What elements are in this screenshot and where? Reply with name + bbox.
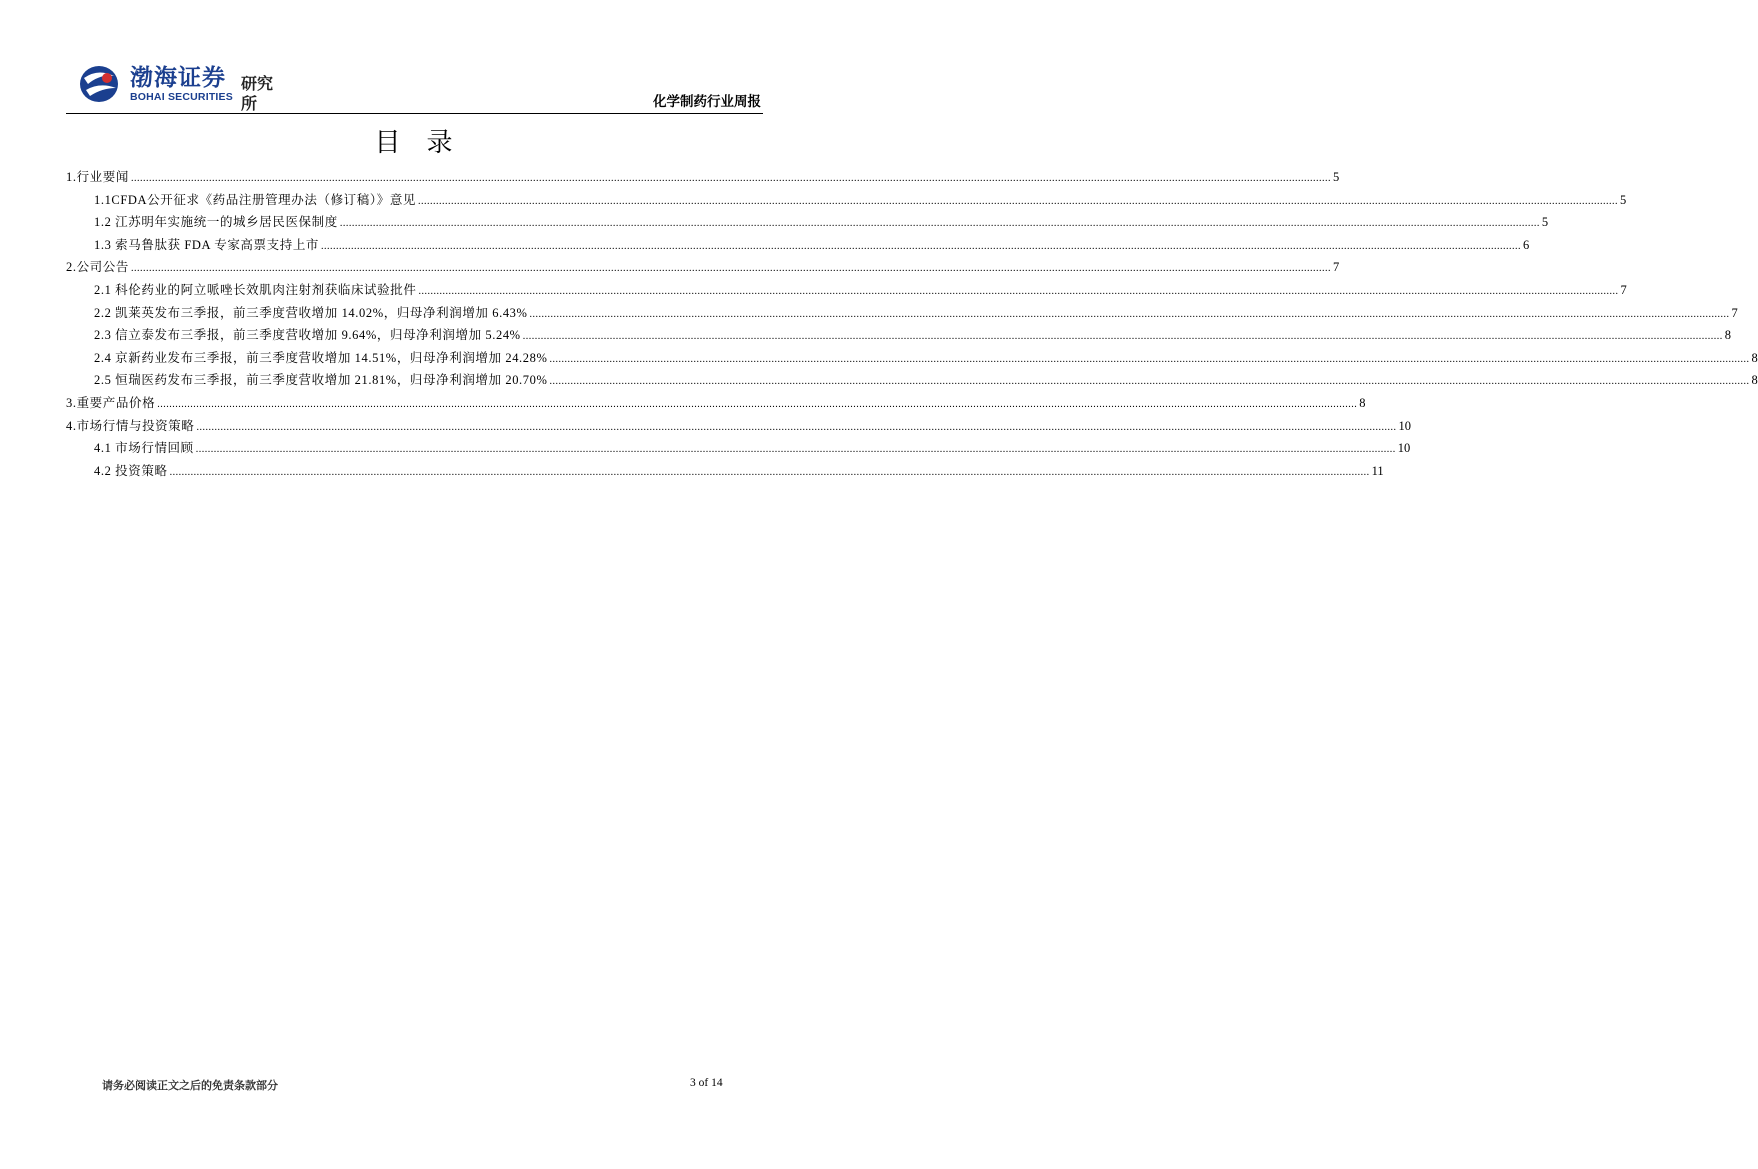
toc-dot-leader: ................................................................................................................................................................................................................................................................................................................................................................................................................	[157, 398, 1358, 410]
toc-entry-page: 8	[1751, 373, 1758, 388]
toc-entry[interactable]	[66, 460, 1384, 483]
toc-entry[interactable]	[66, 166, 1340, 189]
toc-entry-page: 8	[1724, 328, 1731, 343]
toc-entry[interactable]	[66, 189, 1627, 212]
toc-entry-title: 1.3 索马鲁肽获 FDA 专家高票支持上市	[94, 237, 320, 252]
footer-disclaimer: 请务必阅读正文之后的免责条款部分	[102, 1079, 278, 1092]
toc-entry[interactable]	[66, 279, 1627, 302]
toc-dot-leader: ................................................................................................................................................................................................................................................................................................................................................................................................................	[418, 285, 1619, 297]
toc-entry-title: 2.1 科伦药业的阿立哌唑长效肌肉注射剂获临床试验批件	[94, 282, 417, 297]
toc-entry[interactable]	[66, 302, 1738, 325]
toc-entry-page: 7	[1620, 282, 1627, 297]
toc-dot-leader: ................................................................................................................................................................................................................................................................................................................................................................................................................	[549, 353, 1750, 365]
brand-name-cn: 渤海证券	[130, 65, 226, 91]
toc-entry[interactable]	[66, 324, 1731, 347]
toc-entry-page: 5	[1620, 192, 1627, 207]
toc-entry-page: 5	[1541, 215, 1549, 230]
toc-entry-page: 6	[1523, 237, 1530, 252]
bohai-logo-icon	[78, 64, 120, 104]
toc-entry-title: 2.3 信立泰发布三季报，前三季度营收增加 9.64%，归母净利润增加 5.24%	[94, 328, 521, 343]
toc-dot-leader: ................................................................................................................................................................................................................................................................................................................................................................................................................	[130, 173, 1331, 184]
page-header	[66, 62, 763, 112]
toc-entry[interactable]	[66, 392, 1366, 415]
table-of-contents	[66, 166, 1758, 482]
toc-dot-leader: ................................................................................................................................................................................................................................................................................................................................................................................................................	[195, 444, 1396, 456]
toc-dot-leader: ................................................................................................................................................................................................................................................................................................................................................................................................................	[321, 240, 1522, 252]
toc-entry-title: 3.重要产品价格	[66, 395, 156, 410]
toc-dot-leader: ................................................................................................................................................................................................................................................................................................................................................................................................................	[522, 331, 1723, 343]
toc-entry-title: 2.2 凯莱英发布三季报，前三季度营收增加 14.02%，归母净利润增加 6.43%	[94, 305, 528, 320]
toc-entry-title: 2.4 京新药业发布三季报，前三季度营收增加 14.51%，归母净利润增加 24.28%	[94, 350, 548, 365]
toc-entry-title: 4.市场行情与投资策略	[66, 418, 195, 433]
company-logo	[78, 62, 278, 113]
report-type: 化学制药行业周报	[653, 94, 761, 110]
toc-entry-title: 1.1CFDA公开征求《药品注册管理办法（修订稿）》意见	[94, 192, 417, 207]
toc-entry[interactable]	[66, 347, 1758, 370]
toc-entry[interactable]	[66, 234, 1530, 257]
toc-entry-page: 5	[1332, 170, 1340, 184]
toc-entry[interactable]	[66, 437, 1411, 460]
toc-entry-title: 1.行业要闻	[66, 170, 129, 184]
footer-page-number: 3 of 14	[690, 1077, 723, 1089]
toc-dot-leader: ................................................................................................................................................................................................................................................................................................................................................................................................................	[549, 376, 1750, 388]
toc-entry-page: 11	[1371, 463, 1384, 478]
toc-entry-page: 10	[1397, 441, 1411, 456]
toc-entry-title: 4.1 市场行情回顾	[94, 441, 194, 456]
toc-dot-leader: ................................................................................................................................................................................................................................................................................................................................................................................................................	[418, 195, 1619, 207]
brand-name-en: BOHAI SECURITIES	[130, 91, 233, 103]
toc-entry-title: 2.5 恒瑞医药发布三季报，前三季度营收增加 21.81%，归母净利润增加 20.70%	[94, 373, 548, 388]
department-label: 研究所	[241, 74, 274, 113]
toc-dot-leader: ................................................................................................................................................................................................................................................................................................................................................................................................................	[339, 218, 1540, 230]
toc-dot-leader: ................................................................................................................................................................................................................................................................................................................................................................................................................	[130, 263, 1331, 275]
toc-dot-leader: ................................................................................................................................................................................................................................................................................................................................................................................................................	[196, 421, 1397, 433]
toc-entry[interactable]	[66, 211, 1549, 234]
toc-entry-page: 7	[1332, 260, 1340, 275]
toc-entry[interactable]	[66, 415, 1411, 438]
toc-dot-leader: ................................................................................................................................................................................................................................................................................................................................................................................................................	[529, 308, 1730, 320]
toc-entry-page: 7	[1731, 305, 1738, 320]
toc-entry[interactable]	[66, 256, 1340, 279]
header-divider	[66, 113, 763, 114]
toc-entry-page: 8	[1359, 395, 1366, 410]
toc-dot-leader: ................................................................................................................................................................................................................................................................................................................................................................................................................	[169, 466, 1370, 478]
toc-entry-page: 8	[1751, 350, 1758, 365]
toc-entry-title: 1.2 江苏明年实施统一的城乡居民医保制度	[94, 215, 338, 230]
toc-entry-page: 10	[1398, 418, 1411, 433]
toc-entry-title: 4.2 投资策略	[94, 463, 168, 478]
page-title: 目录	[374, 128, 479, 158]
toc-entry[interactable]	[66, 369, 1758, 392]
toc-entry-title: 2.公司公告	[66, 260, 129, 275]
